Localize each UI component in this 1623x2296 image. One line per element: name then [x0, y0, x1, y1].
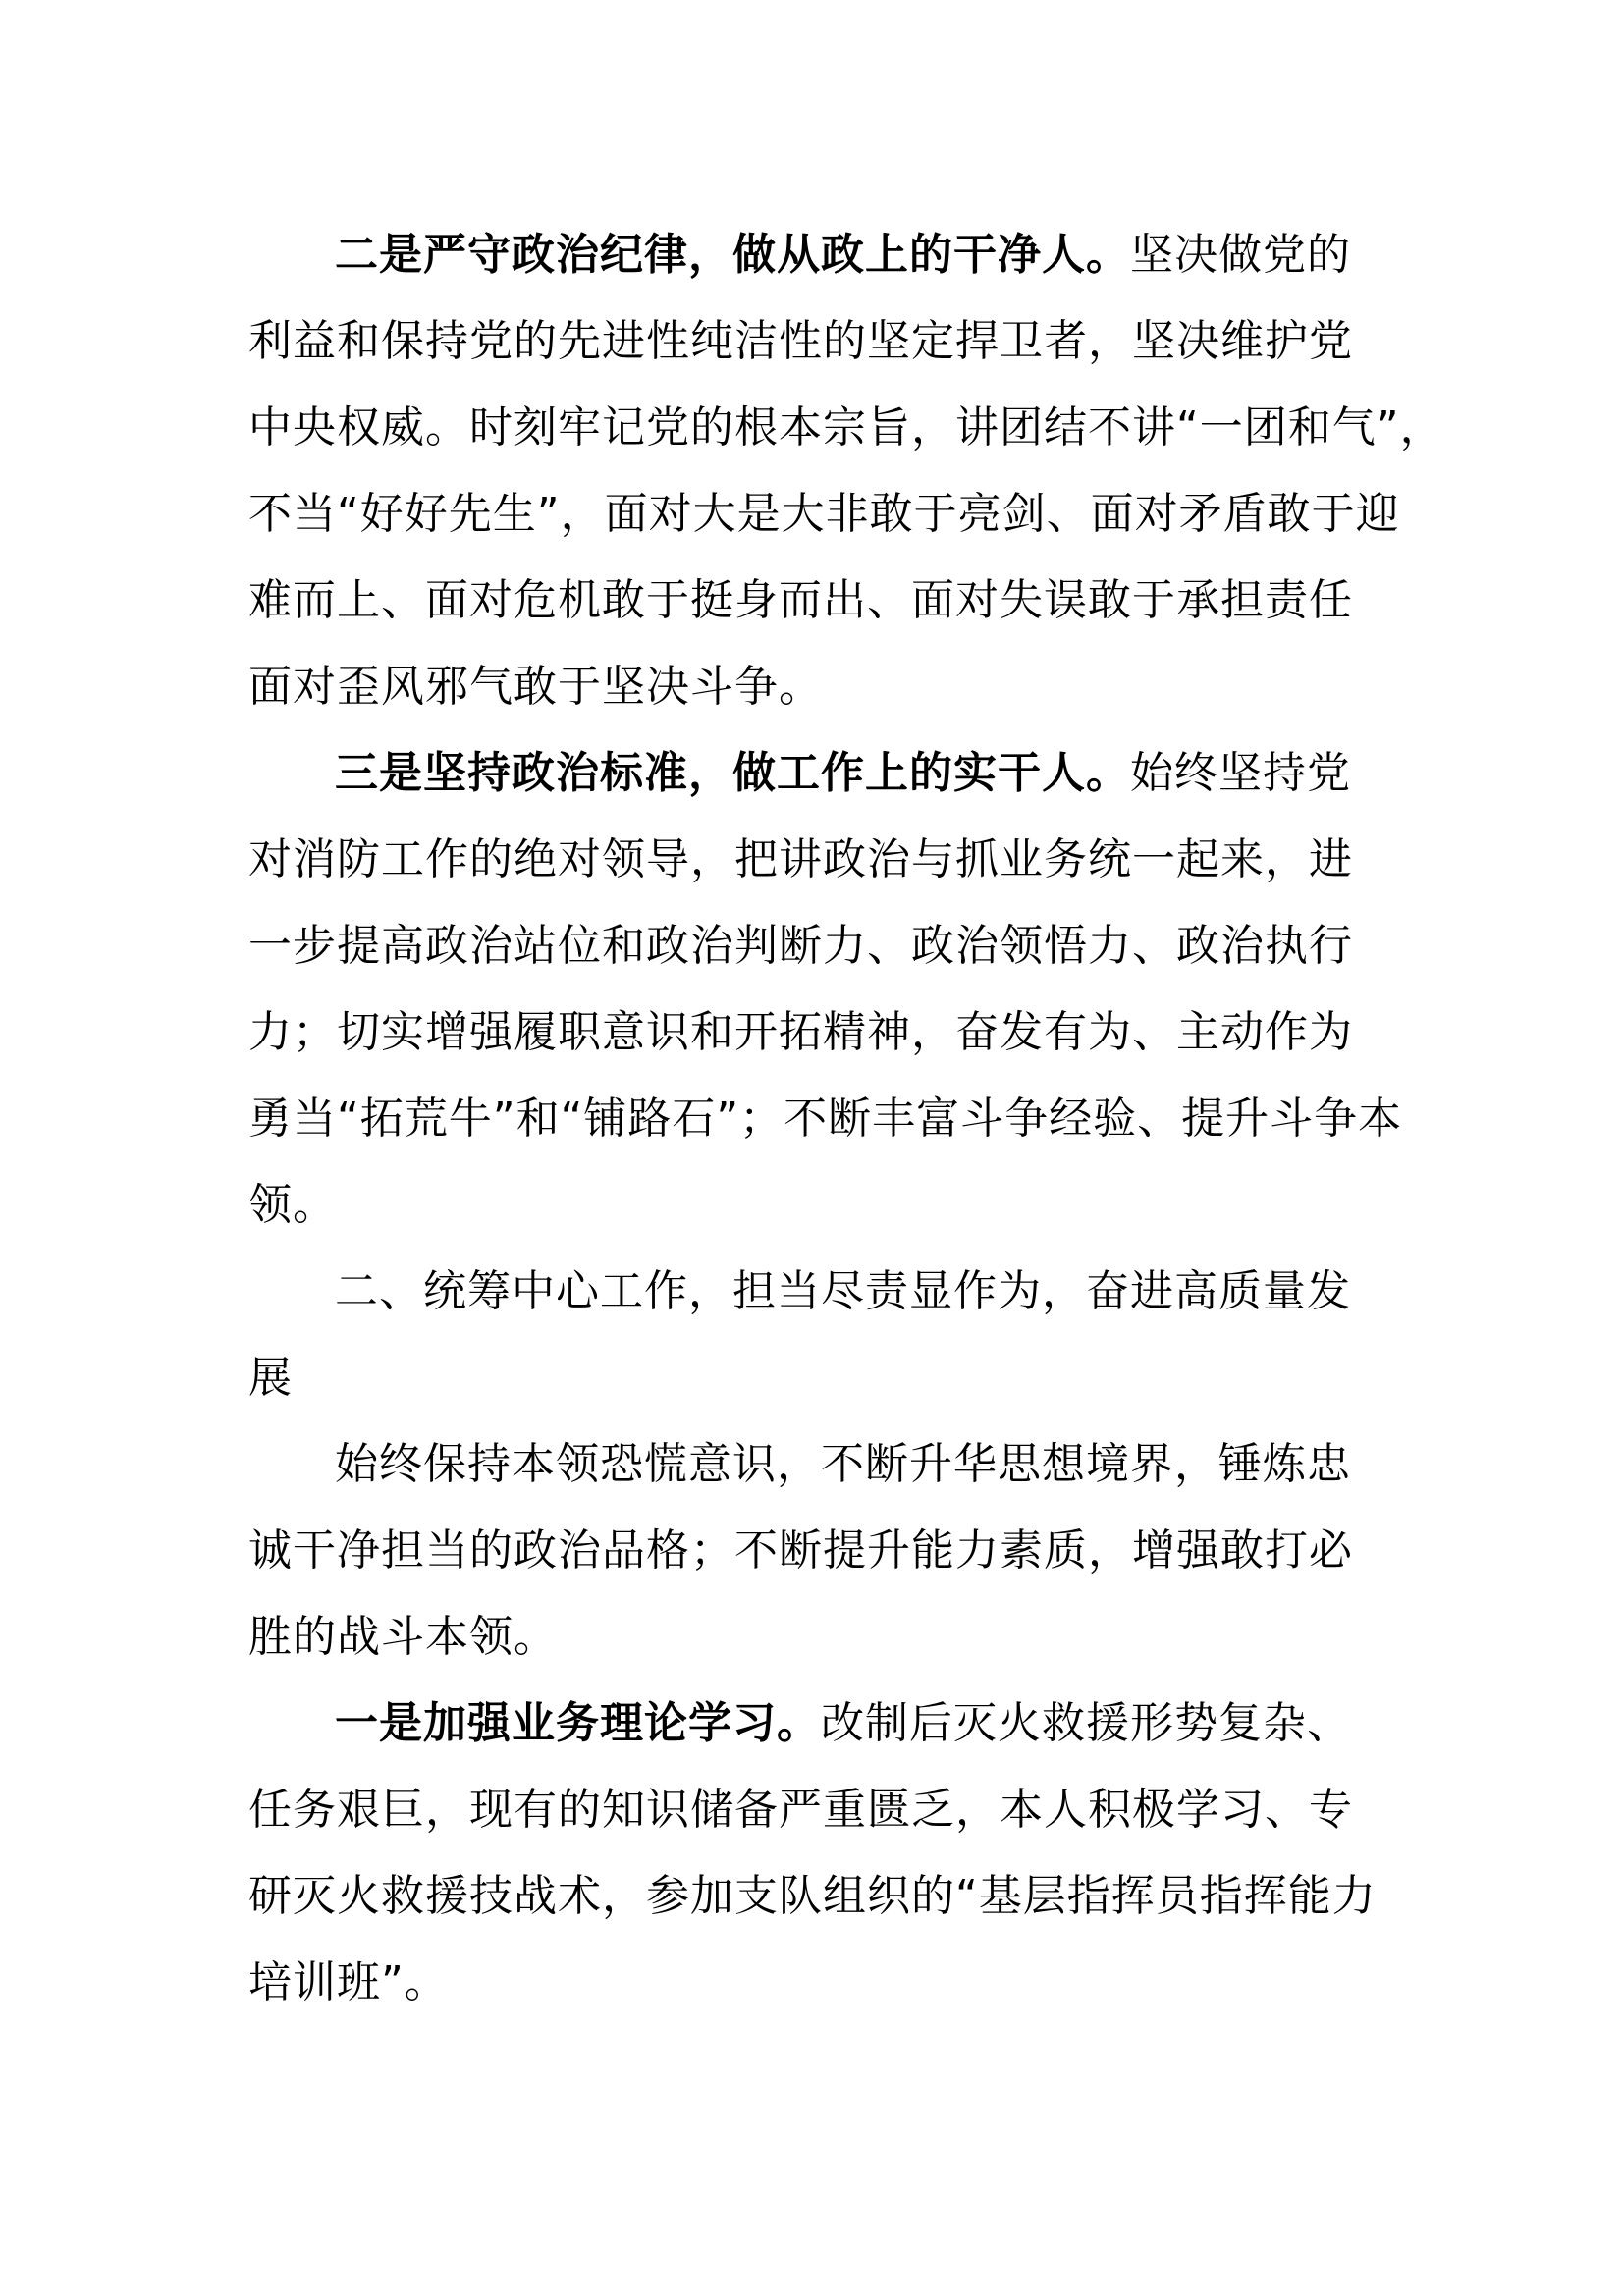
paragraph-5-line-4: 培训班”。 [248, 1957, 449, 2007]
paragraph-2-line-3: 一步提高政治站位和政治判断力、政治领悟力、政治执行 [248, 921, 1353, 971]
paragraph-5-line-3: 研灭火救援技战术，参加支队组织的“基层指挥员指挥能力 [248, 1871, 1377, 1921]
paragraph-2-line-4: 力；切实增强履职意识和开拓精神，奋发有为、主动作为 [248, 1007, 1353, 1057]
paragraph-4-line-1: 始终保持本领恐慌意识，不断升华思想境界，锤炼忠 [335, 1439, 1351, 1489]
paragraph-1-line-5: 难而上、面对危机敢于挺身而出、面对失误敢于承担责任 [248, 575, 1353, 625]
paragraph-1-line-6: 面对歪风邪气敢于坚决斗争。 [248, 662, 823, 712]
paragraph-2-line-6: 领。 [248, 1180, 337, 1230]
paragraph-2-line-1-text: 始终坚持党 [1130, 748, 1351, 798]
paragraph-1-line-1 [335, 226, 1351, 285]
paragraph-2-line-1 [335, 744, 1351, 803]
paragraph-1-line-3: 中央权威。时刻牢记党的根本宗旨，讲团结不讲“一团和气”， [248, 402, 1444, 453]
section-heading-line-2: 展 [248, 1353, 293, 1403]
paragraph-1-lead: 二是严守政治纪律，做从政上的干净人。 [335, 230, 1130, 280]
paragraph-5-line-1-text: 改制后灭火救援形势复杂、 [821, 1698, 1351, 1748]
paragraph-1-line-4: 不当“好好先生”，面对大是大非敢于亮剑、面对矛盾敢于迎 [248, 489, 1400, 539]
paragraph-5-line-2: 任务艰巨，现有的知识储备严重匮乏，本人积极学习、专 [248, 1785, 1353, 1835]
paragraph-5-lead: 一是加强业务理论学习。 [335, 1698, 821, 1748]
paragraph-4-line-3: 胜的战斗本领。 [248, 1612, 558, 1662]
paragraph-2-line-5: 勇当“拓荒牛”和“铺路石”；不断丰富斗争经验、提升斗争本 [248, 1094, 1403, 1144]
paragraph-4-line-2: 诚干净担当的政治品格；不断提升能力素质，增强敢打必 [248, 1525, 1353, 1575]
paragraph-2-lead: 三是坚持政治标准，做工作上的实干人。 [335, 748, 1130, 798]
paragraph-1-line-1-text: 坚决做党的 [1130, 230, 1351, 280]
paragraph-2-line-2: 对消防工作的绝对领导，把讲政治与抓业务统一起来，进 [248, 834, 1353, 884]
paragraph-5-line-1 [335, 1694, 1351, 1753]
paragraph-1-line-2: 利益和保持党的先进性纯洁性的坚定捍卫者，坚决维护党 [248, 316, 1353, 366]
section-heading-line-1: 二、统筹中心工作，担当尽责显作为，奋进高质量发 [335, 1266, 1351, 1316]
